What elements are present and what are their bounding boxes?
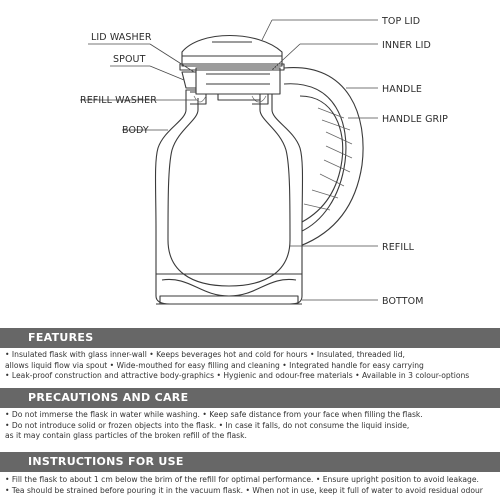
label-top-lid: TOP LID bbox=[382, 16, 421, 27]
inner-lid bbox=[196, 68, 280, 94]
label-spout: SPOUT bbox=[113, 54, 146, 65]
top-lid bbox=[182, 36, 282, 67]
handle-grip bbox=[304, 108, 352, 210]
precautions-line: • Do not immerse the flask in water while washing. • Keep safe distance from your face when filling the flask. bbox=[5, 410, 423, 419]
features-text bbox=[0, 350, 500, 382]
precautions-line: as it may contain glass particles of the broken refill of the flask. bbox=[5, 431, 247, 441]
body-outline bbox=[156, 90, 303, 304]
precautions-text bbox=[0, 410, 500, 442]
label-inner-lid: INNER LID bbox=[382, 40, 431, 51]
label-handle: HANDLE bbox=[382, 84, 422, 95]
features-line: allows liquid flow via spout • Wide-mouthed for easy filling and cleaning • Integrated handle for easy carrying bbox=[5, 360, 424, 370]
instructions-text bbox=[0, 475, 500, 496]
instructions-heading: INSTRUCTIONS FOR USE bbox=[0, 452, 500, 472]
label-handle-grip: HANDLE GRIP bbox=[382, 114, 448, 125]
precautions-heading: PRECAUTIONS AND CARE bbox=[0, 388, 500, 408]
features-line: • Insulated flask with glass inner-wall • Keeps beverages hot and cold for hours • Insulated, threaded lid, bbox=[5, 350, 405, 359]
features-line: • Leak-proof construction and attractive body-graphics • Hygienic and odour-free materials • Available in 3 colour-options bbox=[5, 371, 470, 381]
label-body: BODY bbox=[122, 125, 149, 136]
instructions-line: • Tea should be strained before pouring it in the vacuum flask. • When not in use, keep it full of water to avoid residual odour bbox=[5, 485, 483, 495]
flask-illustration bbox=[156, 36, 364, 305]
spout-shape bbox=[182, 72, 196, 88]
label-refill-washer: REFILL WASHER bbox=[80, 95, 157, 106]
label-refill: REFILL bbox=[382, 242, 415, 253]
features-heading: FEATURES bbox=[0, 328, 500, 348]
instructions-line: • Fill the flask to about 1 cm below the brim of the refill for optimal performance. • Ensure upright position to avoid leakage. bbox=[5, 475, 479, 484]
label-lid-washer: LID WASHER bbox=[91, 32, 152, 43]
precautions-line: • Do not introduce solid or frozen objects into the flask. • In case it falls, do not consume the liquid inside, bbox=[5, 420, 410, 430]
label-bottom: BOTTOM bbox=[382, 296, 424, 307]
